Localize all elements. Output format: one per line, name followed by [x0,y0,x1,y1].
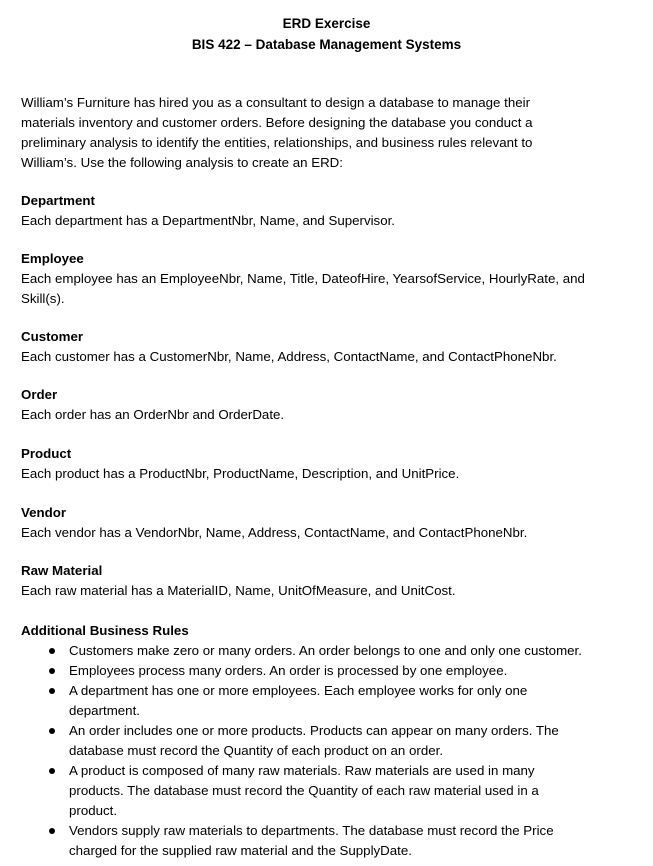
rule-text: Employees process many orders. An order is processed by one employee. [69,663,508,678]
bullet-icon [49,768,55,774]
rule-text: department. [69,703,140,718]
rule-text: product. [69,803,118,818]
document-title: ERD Exercise [282,16,371,31]
rule-text: database must record the Quantity of each product on an order. [69,743,444,758]
rule-item [21,761,651,821]
intro-paragraph [21,93,641,173]
entity-description: Each customer has a CustomerNbr, Name, Address, ContactName, and ContactPhoneNbr. [21,349,557,364]
entity-description: Skill(s). [21,291,65,306]
entity-heading: Customer [21,329,84,344]
bullet-icon [49,688,55,694]
rule-text: products. The database must record the Quantity of each raw material used in a [69,783,539,798]
rule-item [21,661,651,681]
rule-text: An order includes one or more products. Products can appear on many orders. The [69,723,559,738]
entity-customer [21,327,646,367]
entity-heading: Vendor [21,505,67,520]
entity-heading: Order [21,387,58,402]
course-title: BIS 422 – Database Management Systems [191,37,462,52]
entity-description: Each employee has an EmployeeNbr, Name, Title, DateofHire, YearsofService, HourlyRate, and [21,271,585,286]
business-rules [21,621,651,861]
entity-order [21,385,646,425]
entity-heading: Employee [21,251,84,266]
rule-item [21,721,651,761]
rule-text: A product is composed of many raw materials. Raw materials are used in many [69,763,535,778]
entity-description: Each order has an OrderNbr and OrderDate. [21,407,285,422]
entity-product [21,444,646,484]
entity-heading: Department [21,193,95,208]
entity-department [21,191,646,231]
entity-description: Each department has a DepartmentNbr, Name, and Supervisor. [21,213,395,228]
rule-text: Vendors supply raw materials to departments. The database must record the Price [69,823,554,838]
rule-item [21,821,651,861]
rule-text: A department has one or more employees. Each employee works for only one [69,683,528,698]
entity-description: Each product has a ProductNbr, ProductName, Description, and UnitPrice. [21,466,460,481]
bullet-icon [49,828,55,834]
entity-heading: Product [21,446,72,461]
intro-line: materials inventory and customer orders. Before designing the database you conduct a [21,115,533,130]
entity-description: Each raw material has a MaterialID, Name, UnitOfMeasure, and UnitCost. [21,583,456,598]
bullet-icon [49,668,55,674]
entity-vendor [21,503,646,543]
entity-employee [21,249,646,309]
intro-line: William’s. Use the following analysis to create an ERD: [21,155,343,170]
intro-line: William’s Furniture has hired you as a consultant to design a database to manage their [21,95,531,110]
intro-line: preliminary analysis to identify the entities, relationships, and business rules relevant to [21,135,533,150]
bullet-icon [49,648,55,654]
bullet-icon [49,728,55,734]
rules-heading: Additional Business Rules [21,623,189,638]
entity-raw-material [21,561,646,601]
rule-item [21,641,651,661]
rules-list [21,641,651,861]
rule-text: charged for the supplied raw material and the SupplyDate. [69,843,412,858]
rule-text: Customers make zero or many orders. An order belongs to one and only one customer. [69,643,582,658]
entity-heading: Raw Material [21,563,103,578]
entity-description: Each vendor has a VendorNbr, Name, Address, ContactName, and ContactPhoneNbr. [21,525,528,540]
rule-item [21,681,651,721]
